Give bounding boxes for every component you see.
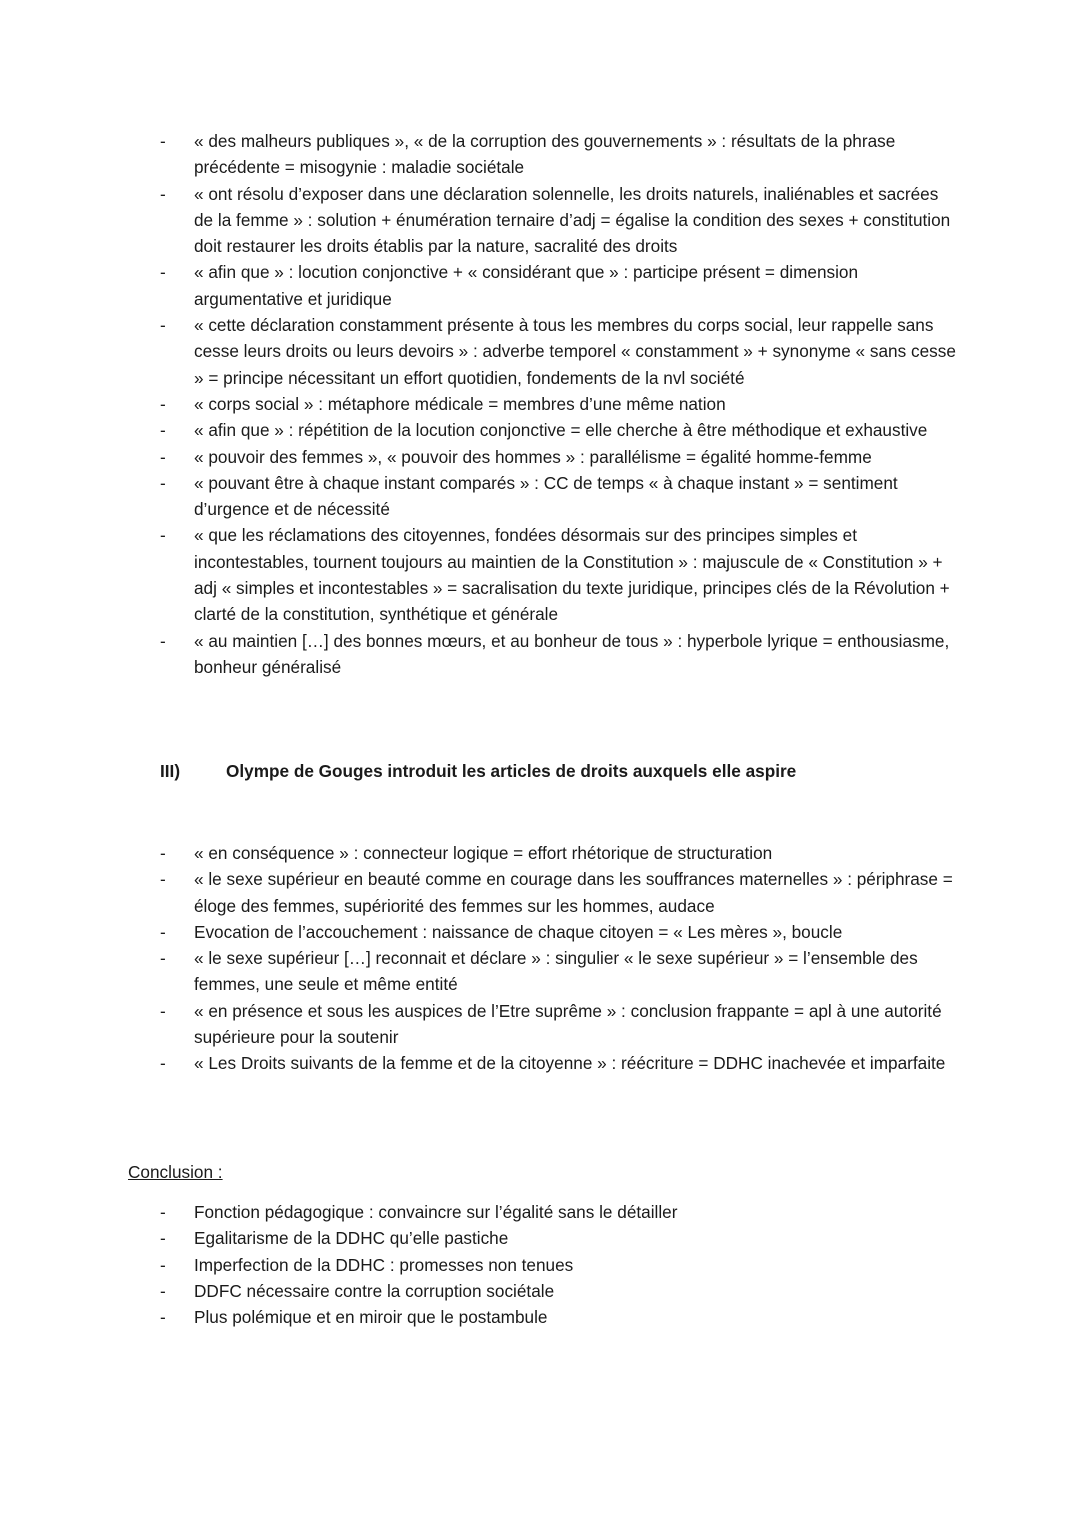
bullet-dash: -: [160, 1053, 166, 1074]
conclusion-heading: Conclusion :: [128, 1162, 223, 1182]
bullet-dash: -: [160, 472, 166, 493]
section-bullet-list: [160, 840, 960, 1077]
list-item: [160, 919, 960, 945]
bullet-dash: -: [160, 948, 166, 969]
bullet-dash: -: [160, 1228, 166, 1249]
list-item-text: « ont résolu d’exposer dans une déclaration solennelle, les droits naturels, inaliénables et sacrées de la femme » : solution + énumération ternaire d’adj = égalise la condition des sexes + constitution doit restaurer les droits établis par la nature, sacralité des droits: [194, 183, 951, 257]
conclusion-bullet-list: [160, 1199, 960, 1330]
list-item-text: « en présence et sous les auspices de l’Etre suprême » : conclusion frappante = apl à une autorité supérieure pour la soutenir: [194, 1000, 942, 1048]
bullet-dash: -: [160, 869, 166, 890]
list-item: [160, 259, 960, 312]
bullet-dash: -: [160, 315, 166, 336]
bullet-dash: -: [160, 262, 166, 283]
list-item: [160, 945, 960, 998]
list-item: [160, 1225, 960, 1251]
list-item-text: Egalitarisme de la DDHC qu’elle pastiche: [194, 1228, 509, 1249]
list-item: [160, 470, 960, 523]
list-item: [160, 444, 960, 470]
bullet-dash: -: [160, 1254, 166, 1275]
bullet-dash: -: [160, 1000, 166, 1021]
list-item-text: « des malheurs publiques », « de la corruption des gouvernements » : résultats de la phrase précédente = misogynie : maladie sociétale: [194, 131, 896, 178]
list-item-text: « en conséquence » : connecteur logique = effort rhétorique de structuration: [194, 843, 773, 863]
list-item: [160, 866, 960, 919]
list-item: [160, 181, 960, 260]
bullet-dash: -: [160, 183, 166, 204]
list-item-text: Plus polémique et en miroir que le postambule: [194, 1307, 548, 1328]
bullet-dash: -: [160, 393, 166, 414]
list-item: [160, 128, 960, 181]
list-item: [160, 417, 960, 443]
bullet-dash: -: [160, 420, 166, 441]
list-item-text: « afin que » : répétition de la locution conjonctive = elle cherche à être méthodique et exhaustive: [194, 420, 928, 441]
list-item-text: Imperfection de la DDHC : promesses non tenues: [194, 1254, 574, 1275]
list-item-text: « cette déclaration constamment présente à tous les membres du corps social, leur rappelle sans cesse leurs droits ou leurs devoirs » : adverbe temporel « constamment » + synonyme « sans cesse » = principe nécessitant un effort quotidien, fondements de la nvl société: [194, 315, 956, 388]
list-item-text: « le sexe supérieur en beauté comme en courage dans les souffrances maternelles » : périphrase = éloge des femmes, supériorité des femmes sur les hommes, audace: [194, 869, 953, 916]
list-item-text: « que les réclamations des citoyennes, fondées désormais sur des principes simples et incontestables, tournent toujours au maintien de la Constitution » : majuscule de « Constitution » + adj « simples et incontestables » = sacralisation du texte juridique, principes clés de la Révolution + clarté de la constitution, synthétique et générale: [194, 525, 950, 625]
list-item: [160, 628, 960, 681]
list-item-text: « corps social » : métaphore médicale = membres d’une même nation: [194, 393, 726, 414]
list-item: [160, 1252, 960, 1278]
list-item: [160, 1050, 960, 1076]
section-title: Olympe de Gouges introduit les articles de droits auxquels elle aspire: [226, 761, 797, 781]
list-item: [160, 312, 960, 391]
list-item: [160, 840, 960, 866]
list-item-text: DDFC nécessaire contre la corruption sociétale: [194, 1280, 555, 1301]
bullet-dash: -: [160, 1280, 166, 1301]
list-item-text: « pouvant être à chaque instant comparés » : CC de temps « à chaque instant » = sentiment d’urgence et de nécessité: [194, 472, 898, 520]
list-item-text: « Les Droits suivants de la femme et de la citoyenne » : réécriture = DDHC inachevée et imparfaite: [194, 1053, 946, 1074]
section-number: III): [160, 761, 181, 781]
list-item-text: Evocation de l’accouchement : naissance de chaque citoyen = « Les mères », boucle: [194, 921, 843, 942]
section-heading: [160, 758, 980, 784]
bullet-dash: -: [160, 921, 166, 942]
list-item-text: « afin que » : locution conjonctive + « considérant que » : participe présent = dimension argumentative et juridique: [194, 262, 859, 309]
bullet-dash: -: [160, 131, 166, 151]
list-item: [160, 1304, 960, 1330]
analysis-bullet-list: [160, 128, 960, 680]
bullet-dash: -: [160, 446, 166, 467]
bullet-dash: -: [160, 525, 166, 546]
list-item-text: « le sexe supérieur […] reconnait et déclare » : singulier « le sexe supérieur » = l’ensemble des femmes, une seule et même entité: [194, 948, 918, 995]
list-item: [160, 391, 960, 417]
list-item-text: « pouvoir des femmes », « pouvoir des hommes » : parallélisme = égalité homme-femme: [194, 446, 872, 467]
bullet-dash: -: [160, 630, 166, 651]
bullet-dash: -: [160, 1307, 166, 1328]
bullet-dash: -: [160, 1202, 166, 1222]
list-item: [160, 1278, 960, 1304]
bullet-dash: -: [160, 843, 166, 863]
list-item-text: Fonction pédagogique : convaincre sur l’égalité sans le détailler: [194, 1202, 678, 1222]
list-item: [160, 998, 960, 1051]
list-item: [160, 522, 960, 627]
list-item: [160, 1199, 960, 1225]
list-item-text: « au maintien […] des bonnes mœurs, et au bonheur de tous » : hyperbole lyrique = enthousiasme, bonheur généralisé: [194, 630, 950, 677]
